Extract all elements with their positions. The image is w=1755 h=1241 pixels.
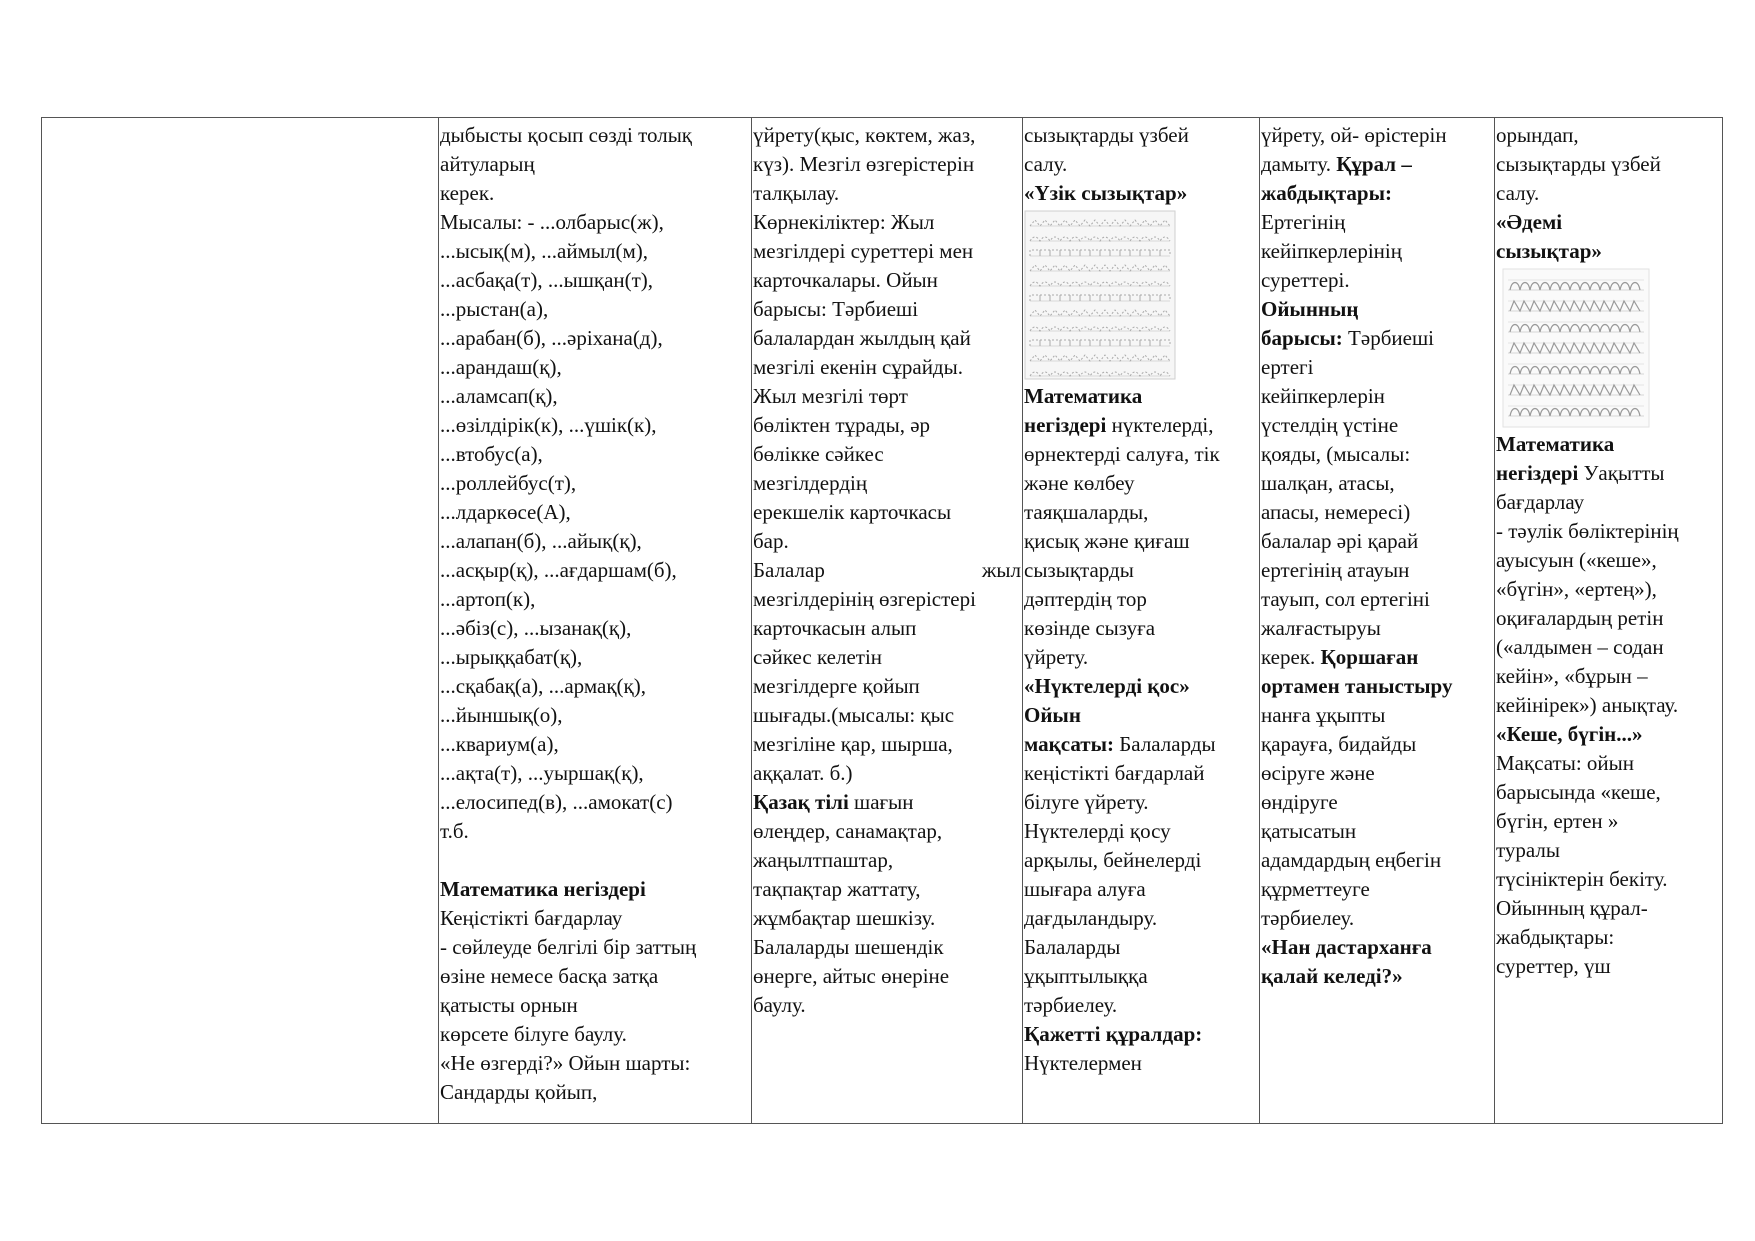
- text-fragment: нүктелерді,: [1106, 413, 1214, 437]
- text-line: қисық және қиғаш: [1024, 529, 1190, 553]
- text-line: ...арандаш(қ),: [440, 355, 562, 379]
- text-line: өндіруге: [1261, 790, 1338, 814]
- text-line: Ойынның: [1261, 297, 1359, 321]
- text-line: ...йыншық(о),: [440, 703, 563, 727]
- blank-line: [440, 846, 750, 875]
- text-line: Нүктелерді қосу: [1024, 819, 1171, 843]
- text-line: Ертегінің: [1261, 210, 1346, 234]
- text-line: ...асбақа(т), ...ышқан(т),: [440, 268, 654, 292]
- text-fragment: шағын: [848, 790, 914, 814]
- text-line: сызықтар»: [1496, 239, 1602, 263]
- text-line: «Кеше, бүгін...»: [1496, 722, 1643, 746]
- text-line: Ойынның құрал-: [1496, 896, 1648, 920]
- text-line: баулу.: [753, 993, 806, 1017]
- bold-fragment: мақсаты:: [1024, 732, 1114, 756]
- text-line: дыбысты қосып сөзді толық: [440, 123, 693, 147]
- bold-fragment: барысы:: [1261, 326, 1343, 350]
- text-line: [1024, 411, 1258, 440]
- text-line: Сандарды қойып,: [440, 1080, 598, 1104]
- text-line: жұмбақтар шешкізу.: [753, 906, 936, 930]
- text-line: салу.: [1496, 181, 1540, 205]
- text-line: ...втобус(а),: [440, 442, 543, 466]
- text-line: сызықтарды: [1024, 558, 1134, 582]
- text-line: ...асқыр(қ), ...ағдаршам(б),: [440, 558, 677, 582]
- text-line: бар.: [753, 529, 789, 553]
- text-line: [1261, 324, 1493, 353]
- text-line: [1496, 459, 1721, 488]
- text-line: Математика: [1496, 432, 1615, 456]
- text-line: таяқшаларды,: [1024, 500, 1149, 524]
- text-line: «Нүктелерді қос»: [1024, 674, 1190, 698]
- text-line: («алдымен – содан: [1496, 635, 1664, 659]
- text-line: ...өзілдірік(к), ...үшік(к),: [440, 413, 657, 437]
- text-line: ...квариум(а),: [440, 732, 559, 756]
- text-line: кейіпкерлерін: [1261, 384, 1385, 408]
- text-fragment: Балалар: [753, 558, 825, 582]
- text-line: өнерге, айтыс өнеріне: [753, 964, 950, 988]
- text-line: өрнектерді салуға, тік: [1024, 442, 1220, 466]
- text-line: балалар әрі қарай: [1261, 529, 1419, 553]
- text-line: мезгілі екенін сұрайды.: [753, 355, 963, 379]
- text-line: ...лдаркөсе(А),: [440, 500, 571, 524]
- text-line: мезгілдері суреттері мен: [753, 239, 974, 263]
- text-line: жабдықтары:: [1261, 181, 1392, 205]
- text-line: тәрбиелеу.: [1024, 993, 1118, 1017]
- text-line: «Әдемі: [1496, 210, 1563, 234]
- text-line: ...роллейбус(т),: [440, 471, 577, 495]
- text-line: карточкалары. Ойын: [753, 268, 938, 292]
- text-line: қояды, (мысалы:: [1261, 442, 1411, 466]
- text-line: - сөйлеуде белгілі бір заттың: [440, 935, 697, 959]
- text-line: [1261, 150, 1493, 179]
- text-line: туралы: [1496, 838, 1560, 862]
- text-line: Математика негіздері: [440, 877, 646, 901]
- text-line: құрметтеуге: [1261, 877, 1370, 901]
- text-line: тауып, сол ертегіні: [1261, 587, 1430, 611]
- text-fragment: керек.: [1261, 645, 1321, 669]
- text-line: шығара алуға: [1024, 877, 1146, 901]
- text-line: Нүктелермен: [1024, 1051, 1142, 1075]
- text-line: үстелдің үстіне: [1261, 413, 1399, 437]
- text-line: білуге үйрету.: [1024, 790, 1149, 814]
- text-line: және көлбеу: [1024, 471, 1135, 495]
- text-line: Жыл мезгілі төрт: [753, 384, 908, 408]
- text-line: нанға ұқыпты: [1261, 703, 1386, 727]
- text-line: [753, 788, 1021, 817]
- text-line: мезгілдердің: [753, 471, 868, 495]
- text-line: оқиғалардың ретін: [1496, 606, 1664, 630]
- text-line: ертегі: [1261, 355, 1314, 379]
- text-line: барысында «кеше,: [1496, 780, 1661, 804]
- text-line: «Не өзгерді?» Ойын шарты:: [440, 1051, 691, 1075]
- text-line: кейінірек») анықтау.: [1496, 693, 1679, 717]
- text-line: күз). Мезгіл өзгерістерін: [753, 152, 975, 176]
- text-line: ...ырыққабат(қ),: [440, 645, 583, 669]
- cell-beautiful-lines: [1495, 118, 1723, 1124]
- text-line: ертегінің атауын: [1261, 558, 1410, 582]
- text-line: қалай келеді?»: [1261, 964, 1403, 988]
- text-line: кеңістікті бағдарлай: [1024, 761, 1205, 785]
- text-line: Балаларды шешендік: [753, 935, 944, 959]
- text-line: Кеңістікті бағдарлау: [440, 906, 623, 930]
- cell-seasons: [752, 118, 1023, 1124]
- text-line: мезгілдерге қойып: [753, 674, 920, 698]
- text-line: ...елосипед(в), ...амокат(с): [440, 790, 673, 814]
- text-line: ауысуын («кеше»,: [1496, 548, 1657, 572]
- text-line: суреттер, үш: [1496, 954, 1611, 978]
- text-line: мезгіліне қар, шырша,: [753, 732, 953, 756]
- text-line: карточкасын алып: [753, 616, 917, 640]
- text-line: көрсете білуге баулу.: [440, 1022, 627, 1046]
- bold-fragment: Құрал –: [1336, 152, 1412, 176]
- text-line: ерекшелік карточкасы: [753, 500, 952, 524]
- text-line: Мақсаты: ойын: [1496, 751, 1635, 775]
- text-line: суреттері.: [1261, 268, 1350, 292]
- empty-cell: [42, 118, 439, 1124]
- text-line: Көрнекіліктер: Жыл: [753, 210, 935, 234]
- text-fragment: дамыту.: [1261, 152, 1337, 176]
- text-line: бүгін, ертен »: [1496, 809, 1619, 833]
- text-line: тақпақтар жаттату,: [753, 877, 921, 901]
- bold-fragment: Қазақ тілі: [753, 790, 849, 814]
- text-line: үйрету.: [1024, 645, 1089, 669]
- text-line: [1024, 730, 1258, 759]
- text-line: өсіруге және: [1261, 761, 1375, 785]
- text-line: адамдардың еңбегін: [1261, 848, 1442, 872]
- text-fragment: Уақытты: [1578, 461, 1665, 485]
- text-line: ...ысық(м), ...аймыл(м),: [440, 239, 648, 263]
- plan-table: [41, 117, 1723, 1124]
- text-line: салу.: [1024, 152, 1068, 176]
- text-line: ...ақта(т), ...уыршақ(қ),: [440, 761, 644, 785]
- text-line: қатысты орнын: [440, 993, 578, 1017]
- text-line: ұқыптылыққа: [1024, 964, 1148, 988]
- table-row: [42, 118, 1723, 1124]
- cell-sound-words: [439, 118, 752, 1124]
- text-line: «бүгін», «ертең»),: [1496, 577, 1657, 601]
- text-line: аққалат. б.): [753, 761, 853, 785]
- cell-fairy-tale: [1260, 118, 1495, 1124]
- text-line: дәптердің тор: [1024, 587, 1147, 611]
- text-line: үйрету, ой- өрістерін: [1261, 123, 1447, 147]
- text-line: өлеңдер, санамақтар,: [753, 819, 943, 843]
- text-line: ...алапан(б), ...айық(қ),: [440, 529, 642, 553]
- text-line: көзінде сызуға: [1024, 616, 1156, 640]
- text-fragment: Тәрбиеші: [1342, 326, 1434, 350]
- text-line: ...рыстан(а),: [440, 297, 549, 321]
- text-line: жалғастыруы: [1261, 616, 1381, 640]
- text-line: ...сқабақ(а), ...армақ(қ),: [440, 674, 646, 698]
- text-line: орындап,: [1496, 123, 1579, 147]
- text-line: - тәулік бөліктерінің: [1496, 519, 1679, 543]
- text-line: ...артоп(к),: [440, 587, 536, 611]
- text-line: ...арабан(б), ...әріхана(д),: [440, 326, 663, 350]
- text-line: мезгілдерінің өзгерістері: [753, 587, 976, 611]
- text-line: үйрету(қыс, көктем, жаз,: [753, 123, 976, 147]
- text-line: кейін», «бұрын –: [1496, 664, 1648, 688]
- text-line: сызықтарды үзбей: [1496, 152, 1661, 176]
- text-line: өзіне немесе басқа затқа: [440, 964, 659, 988]
- text-line: жаңылтпаштар,: [753, 848, 894, 872]
- text-line: апасы, немересі): [1261, 500, 1411, 524]
- text-line: талқылау.: [753, 181, 840, 205]
- text-line: шалқан, атасы,: [1261, 471, 1395, 495]
- bold-fragment: негіздері: [1024, 413, 1107, 437]
- text-line: сызықтарды үзбей: [1024, 123, 1189, 147]
- text-line: дағдыландыру.: [1024, 906, 1158, 930]
- text-line: Математика: [1024, 384, 1143, 408]
- text-line: Қажетті құралдар:: [1024, 1022, 1203, 1046]
- text-line: қатысатын: [1261, 819, 1357, 843]
- text-line: Ойын: [1024, 703, 1081, 727]
- text-fragment: жыл: [981, 558, 1021, 582]
- bold-fragment: негіздері: [1496, 461, 1579, 485]
- text-line: барысы: Тәрбиеші: [753, 297, 919, 321]
- text-line: керек.: [440, 181, 495, 205]
- text-line: айтуларың: [440, 152, 535, 176]
- text-line: «Үзік сызықтар»: [1024, 181, 1188, 205]
- text-line: «Нан дастарханға: [1261, 935, 1432, 959]
- dotted-lines-worksheet-image: [1024, 210, 1258, 380]
- text-line: бөлікке сәйкес: [753, 442, 884, 466]
- text-line: тәрбиелеу.: [1261, 906, 1355, 930]
- text-line: кейіпкерлерінің: [1261, 239, 1402, 263]
- justified-line: [753, 556, 1021, 585]
- text-line: Балаларды: [1024, 935, 1121, 959]
- text-line: ортамен таныстыру: [1261, 674, 1453, 698]
- bold-fragment: Қоршаған: [1320, 645, 1419, 669]
- text-line: ...әбіз(с), ...ызанақ(қ),: [440, 616, 632, 640]
- cell-dotted-lines: [1023, 118, 1260, 1124]
- text-line: ...аламсап(қ),: [440, 384, 558, 408]
- text-fragment: Балаларды: [1114, 732, 1216, 756]
- pattern-lines-worksheet-image: [1496, 268, 1721, 428]
- text-line: [1261, 643, 1493, 672]
- text-line: т.б.: [440, 819, 469, 843]
- text-line: балалардан жылдың қай: [753, 326, 971, 350]
- text-line: жабдықтары:: [1496, 925, 1615, 949]
- text-line: Мысалы: - ...олбарыс(ж),: [440, 210, 664, 234]
- text-line: арқылы, бейнелерді: [1024, 848, 1202, 872]
- text-line: қарауға, бидайды: [1261, 732, 1417, 756]
- text-line: шығады.(мысалы: қыс: [753, 703, 955, 727]
- text-line: сәйкес келетін: [753, 645, 883, 669]
- text-line: түсініктерін бекіту.: [1496, 867, 1668, 891]
- text-line: бөліктен тұрады, әр: [753, 413, 931, 437]
- text-line: бағдарлау: [1496, 490, 1585, 514]
